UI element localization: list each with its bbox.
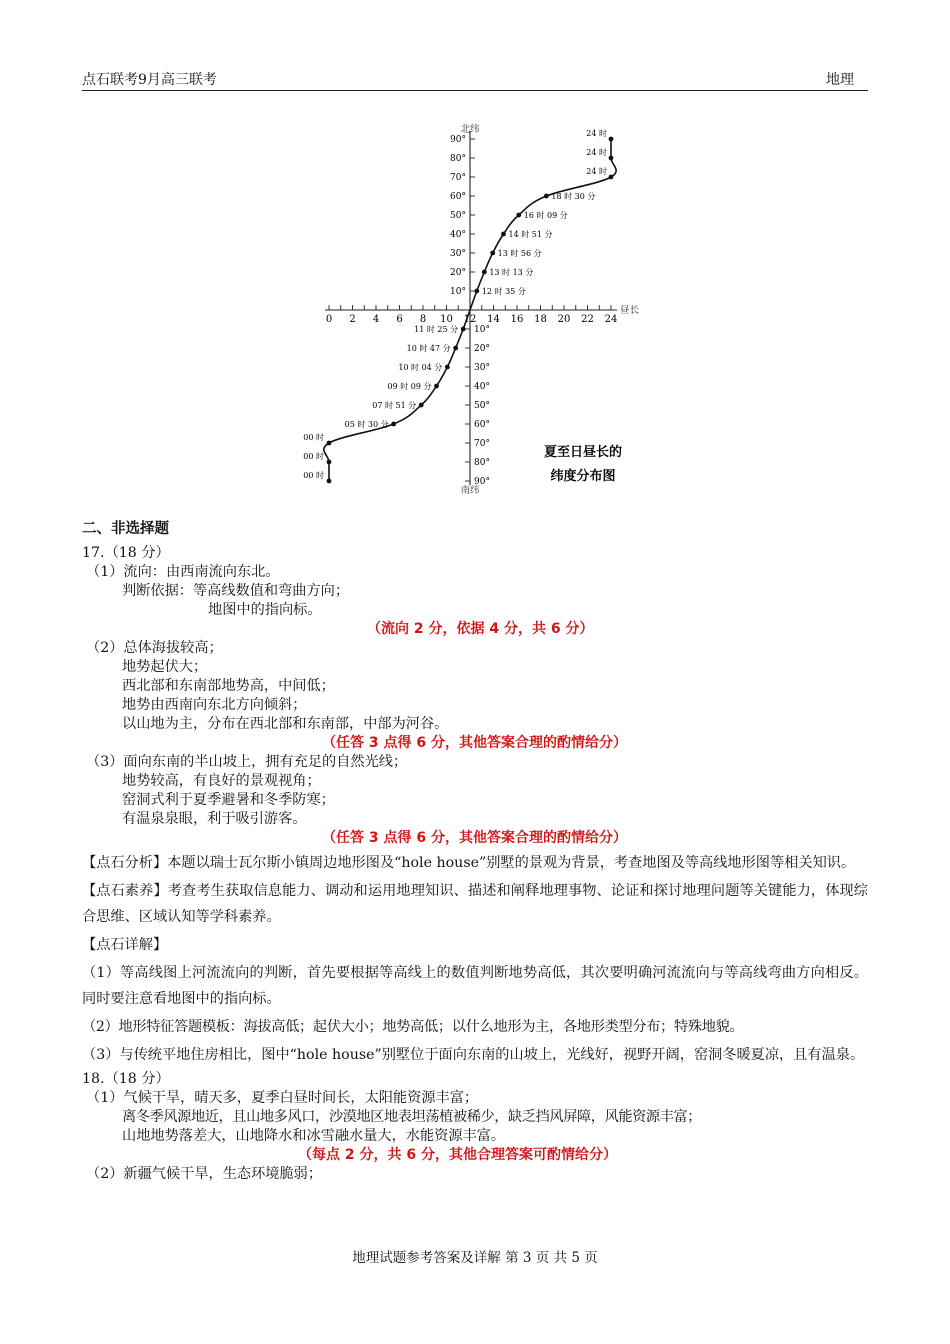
analysis-paragraph: 【点石分析】本题以瑞士瓦尔斯小镇周边地形图及“hole house”别墅的景观为背景，考查地图及等高线地形图等相关知识。 bbox=[82, 855, 856, 871]
q17-p3-line: （3）面向东南的半山坡上，拥有充足的自然光线； bbox=[86, 754, 408, 770]
point-label: 12 时 35 分 bbox=[481, 287, 526, 296]
answer-body bbox=[82, 517, 868, 1184]
caption-line2: 纬度分布图 bbox=[550, 469, 616, 484]
y-tick-label: 80° bbox=[450, 154, 466, 164]
x-tick-label: 20 bbox=[557, 314, 571, 325]
x-tick-label: 10 bbox=[440, 314, 453, 325]
q17-p3-line: 窑洞式利于夏季避暑和冬季防寒； bbox=[122, 792, 335, 808]
q18-p1-line: （1）气候干旱，晴天多，夏季白昼时间长，太阳能资源丰富； bbox=[86, 1090, 479, 1106]
data-point bbox=[327, 441, 332, 446]
x-tick-label: 4 bbox=[372, 314, 380, 325]
detail-paragraph: （3）与传统平地住房相比，图中“hole house”别墅位于面向东南的山坡上，光线好，视野开阔，窑洞冬暖夏凉，且有温泉。 bbox=[82, 1047, 865, 1063]
q17-p2-line: （2）总体海拔较高； bbox=[86, 640, 223, 656]
x-tick-label: 16 bbox=[510, 314, 524, 325]
q17-title: 17.（18 分） bbox=[82, 545, 170, 561]
y-tick-label: 40° bbox=[450, 230, 466, 240]
data-point bbox=[482, 270, 487, 275]
q17-p1-line: （1）流向：由西南流向东北。 bbox=[86, 564, 280, 580]
data-point bbox=[327, 479, 332, 484]
y-tick-label: 60° bbox=[474, 420, 490, 430]
detail-title: 【点石详解】 bbox=[82, 937, 168, 953]
y-tick-label: 60° bbox=[450, 192, 466, 202]
point-label: 24 时 bbox=[586, 148, 607, 157]
data-point bbox=[391, 422, 396, 427]
q17-p3-line: 地势较高，有良好的景观视角； bbox=[122, 773, 321, 789]
day-length-chart bbox=[300, 120, 660, 500]
header-left: 点石联考9月高三联考 bbox=[82, 72, 217, 88]
q18-p1-score: （每点 2 分，共 6 分，其他合理答案可酌情给分） bbox=[298, 1147, 617, 1163]
q17-p2-line: 地势起伏大； bbox=[122, 659, 208, 675]
point-label: 11 时 25 分 bbox=[414, 325, 459, 334]
point-label: 00 时 bbox=[303, 471, 324, 480]
point-label: 10 时 47 分 bbox=[406, 344, 451, 353]
y-tick-label: 90° bbox=[474, 477, 490, 487]
q17-p2-score: （任答 3 点得 6 分，其他答案合理的酌情给分） bbox=[322, 735, 627, 751]
data-point bbox=[434, 384, 439, 389]
y-tick-label: 80° bbox=[474, 458, 490, 468]
data-point bbox=[609, 156, 614, 161]
point-label: 00 时 bbox=[303, 452, 324, 461]
caption-line1: 夏至日昼长的 bbox=[543, 445, 623, 460]
q17-p1-line: 地图中的指向标。 bbox=[208, 602, 322, 618]
q18-p1-line: 离冬季风源地近，且山地多风口，沙漠地区地表坦荡植被稀少，缺乏挡风屏障，风能资源丰富； bbox=[122, 1109, 702, 1125]
point-label: 16 时 09 分 bbox=[523, 211, 568, 220]
section-title: 二、非选择题 bbox=[82, 521, 169, 537]
point-label: 18 时 30 分 bbox=[551, 192, 596, 201]
data-point bbox=[453, 346, 458, 351]
y-tick-label: 40° bbox=[474, 382, 490, 392]
data-point bbox=[609, 137, 614, 142]
q17-p2-line: 以山地为主，分布在西北部和东南部，中部为河谷。 bbox=[122, 716, 449, 732]
page-footer: 地理试题参考答案及详解 第 3 页 共 5 页 bbox=[352, 1250, 598, 1266]
x-tick-label: 14 bbox=[487, 314, 500, 325]
bottom-axis-label: 南纬 bbox=[460, 485, 480, 496]
x-tick-label: 24 bbox=[604, 314, 618, 325]
x-tick-label: 2 bbox=[349, 314, 356, 325]
point-label: 24 时 bbox=[586, 167, 607, 176]
y-tick-label: 10° bbox=[474, 325, 490, 335]
y-tick-label: 50° bbox=[450, 211, 466, 221]
y-tick-label: 30° bbox=[450, 249, 466, 259]
y-tick-label: 20° bbox=[450, 268, 466, 278]
x-tick-label: 22 bbox=[581, 314, 594, 325]
y-tick-label: 20° bbox=[474, 344, 490, 354]
x-tick-label: 0 bbox=[325, 314, 333, 325]
data-point bbox=[474, 289, 479, 294]
data-point bbox=[461, 327, 466, 332]
q18-p1-line: 山地地势落差大，山地降水和冰雪融水量大，水能资源丰富。 bbox=[122, 1128, 506, 1144]
q17-p2-line: 地势由西南向东北方向倾斜； bbox=[122, 697, 307, 713]
q17-p3-line: 有温泉泉眼，利于吸引游客。 bbox=[122, 811, 307, 827]
data-point bbox=[327, 460, 332, 465]
x-tick-label: 8 bbox=[419, 314, 427, 325]
point-label: 13 时 56 分 bbox=[497, 249, 542, 258]
y-tick-label: 70° bbox=[474, 439, 490, 449]
data-point bbox=[419, 403, 424, 408]
q17-p1-score: （流向 2 分，依据 4 分，共 6 分） bbox=[367, 621, 594, 637]
point-label: 00 时 bbox=[303, 433, 324, 442]
q17-p2-line: 西北部和东南部地势高，中间低； bbox=[122, 678, 335, 694]
y-tick-label: 10° bbox=[450, 287, 466, 297]
literacy-paragraph: 【点石素养】考查考生获取信息能力、调动和运用地理知识、描述和阐释地理事物、论证和探讨地理问题等关键能力，体现综合思维、区域认知等学科素养。 bbox=[82, 883, 868, 925]
y-tick-label: 70° bbox=[450, 173, 466, 183]
data-point bbox=[516, 213, 521, 218]
x-axis-label: 昼长 bbox=[620, 305, 640, 316]
y-tick-label: 90° bbox=[450, 135, 466, 145]
point-label: 13 时 13 分 bbox=[489, 268, 534, 277]
data-point bbox=[490, 251, 495, 256]
point-label: 07 时 51 分 bbox=[372, 401, 417, 410]
data-point bbox=[544, 194, 549, 199]
point-label: 05 时 30 分 bbox=[344, 420, 389, 429]
header-right: 地理 bbox=[826, 72, 854, 88]
y-tick-label: 50° bbox=[474, 401, 490, 411]
top-axis-label: 北纬 bbox=[460, 124, 480, 135]
point-label: 24 时 bbox=[586, 129, 607, 138]
q17-p1-line: 判断依据：等高线数值和弯曲方向； bbox=[122, 583, 350, 599]
x-tick-label: 18 bbox=[534, 314, 547, 325]
detail-paragraph: （2）地形特征答题模板：海拔高低；起伏大小；地势高低；以什么地形为主，各地形类型分布；特殊地貌。 bbox=[82, 1019, 744, 1035]
x-tick-label: 6 bbox=[396, 314, 403, 325]
q17-p3-score: （任答 3 点得 6 分，其他答案合理的酌情给分） bbox=[322, 830, 627, 846]
detail-paragraph: （1）等高线图上河流流向的判断，首先要根据等高线上的数值判断地势高低，其次要明确河流流向与等高线弯曲方向相反。同时要注意看地图中的指向标。 bbox=[82, 965, 868, 1007]
page-header bbox=[82, 66, 868, 91]
x-tick-label: 12 bbox=[463, 314, 477, 325]
point-label: 09 时 09 分 bbox=[387, 382, 432, 391]
q18-title: 18.（18 分） bbox=[82, 1071, 170, 1087]
data-point bbox=[609, 175, 614, 180]
q18-p2-line: （2）新疆气候干旱，生态环境脆弱； bbox=[86, 1166, 323, 1182]
point-label: 14 时 51 分 bbox=[508, 230, 553, 239]
point-label: 10 时 04 分 bbox=[398, 363, 443, 372]
data-point bbox=[501, 232, 506, 237]
data-point bbox=[445, 365, 450, 370]
y-tick-label: 30° bbox=[474, 363, 490, 373]
day-length-figure bbox=[300, 120, 660, 504]
